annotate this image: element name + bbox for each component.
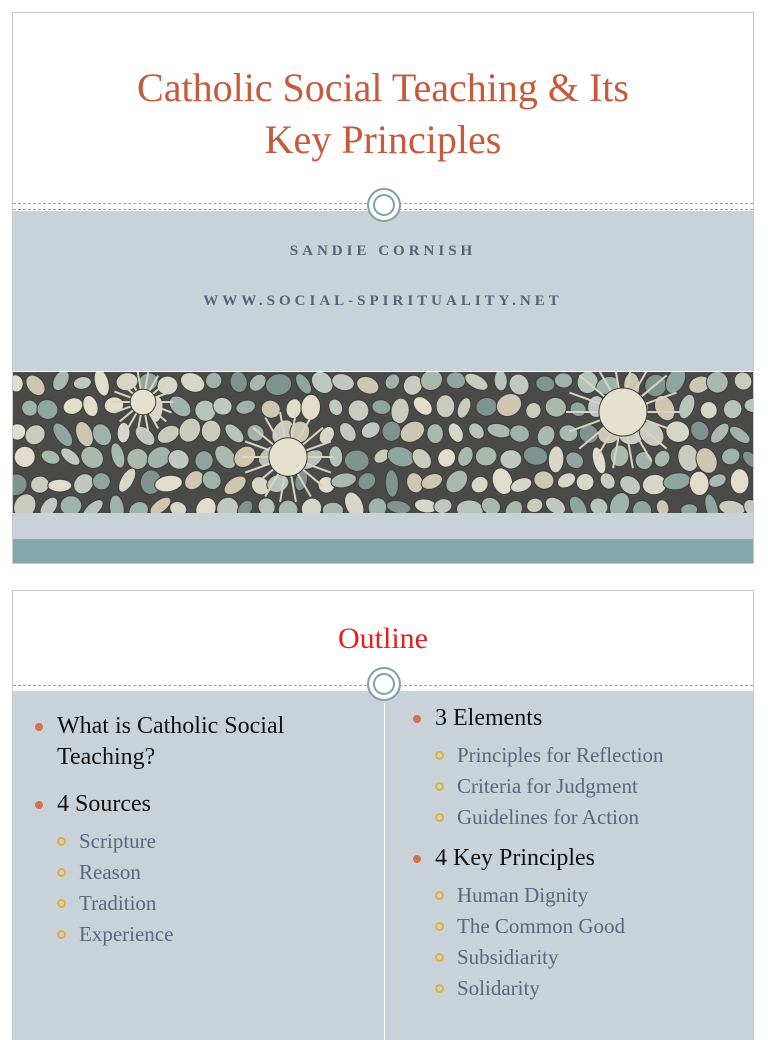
pebble-shape [703,372,732,397]
list-item [31,789,371,820]
pebble-shape [354,469,379,493]
pebble-shape [79,496,106,513]
pebble-shape [739,448,754,471]
sub-bullet-icon [435,891,444,900]
sub-bullet-icon [435,813,444,822]
sunburst-ray [128,413,137,428]
pebble-shape [341,489,368,513]
pebble-shape [524,400,544,420]
pebble-shape [322,502,343,513]
pebble-shape [34,397,60,422]
pebble-shape [126,498,152,513]
pebble-shape [502,497,526,513]
pebble-shape [493,372,508,391]
pebble-shape [61,395,85,417]
pebble-shape [263,372,294,398]
pebble-shape [326,397,345,418]
pebble-shape [445,420,466,444]
pebble-shape [201,420,221,443]
pebble-shape [36,494,61,513]
pebble-shape [508,423,531,444]
pebble-shape [455,396,474,420]
pebble-shape [390,397,411,425]
pebble-shape [525,496,545,513]
pebble-shape [680,503,698,513]
pebble-shape [221,472,250,498]
pebble-shape [455,444,476,468]
pebble-shape [13,373,25,393]
sub-list-item [31,826,371,857]
pebble-shape [558,423,580,443]
pebble-shape [534,374,556,394]
left-column [31,711,371,950]
sub-list-item [409,911,749,942]
pebble-shape [721,397,744,421]
sub-item-label: Subsidiarity [457,945,559,969]
pebble-shape [385,469,399,497]
pebble-shape [292,372,314,397]
pebble-shape [58,445,83,469]
title-area [13,13,753,205]
list-item [31,711,371,773]
pebble-shape [419,471,445,493]
pebble-shape [76,442,108,473]
pebble-shape [707,420,733,447]
pebble-shape [509,475,534,495]
pebble-shape [103,396,125,415]
pebble-shape [462,372,491,394]
pebble-shape [410,393,436,419]
pebble-shape [730,468,749,494]
sub-bullet-icon [435,922,444,931]
pebble-shape [89,420,116,449]
pebble-shape [358,418,383,441]
pebble-shape [489,465,516,497]
list-item [409,843,749,874]
sub-item-label: Reason [79,860,141,884]
pebble-shape [676,392,698,421]
list-item [409,703,749,734]
pebble-shape [330,372,357,393]
pebble-shape [717,498,746,513]
pebble-shape [542,494,568,513]
sub-bullet-icon [57,930,66,939]
sub-item-label: The Common Good [457,914,625,938]
pebble-shape [49,420,77,450]
sub-list-item [409,942,749,973]
bullet-icon [35,801,43,809]
sub-item-label: Guidelines for Action [457,805,639,829]
pebble-shape [568,400,588,419]
pebble-shape [543,395,569,420]
pebble-shape [727,423,754,447]
pebble-shape [719,445,742,467]
pebble-shape [432,497,453,513]
pebble-shape [30,476,50,494]
pebble-shape [202,372,224,392]
pebble-shape [441,466,472,497]
pebble-shape [590,446,609,476]
pebble-shape [336,419,360,444]
pebble-shape [255,495,278,513]
pebble-shape [49,372,72,394]
title-line-2: Key Principles [264,117,502,162]
sub-bullet-icon [435,782,444,791]
subtitle-band [13,211,753,371]
pebble-shape [284,397,303,419]
pebble-shape [563,449,587,472]
sub-item-label: Solidarity [457,976,540,1000]
pebble-shape [610,445,630,468]
pebble-shape [343,449,370,473]
ring-ornament-icon [367,667,401,701]
spacer [31,779,371,789]
sub-list-item [409,880,749,911]
pebble-shape [385,499,411,513]
sub-bullet-icon [57,868,66,877]
pebble-shape [417,372,446,394]
outline-title: Outline [338,622,428,655]
bullet-icon [413,855,421,863]
pebble-shape [234,398,257,416]
sub-list-item [409,802,749,833]
sub-item-label: Scripture [79,829,156,853]
pebble-shape [474,445,499,468]
pebble-shape [80,393,101,418]
website-link: WWW.SOCIAL-SPIRITUALITY.NET [203,293,563,309]
pebble-mosaic-image [13,372,753,513]
item-label: 4 Sources [57,791,151,817]
pebble-shape [198,467,225,494]
pebble-shape [354,373,382,397]
item-label: 4 Key Principles [435,845,595,871]
spacer [409,833,749,843]
pebble-shape [92,472,110,490]
sub-item-label: Experience [79,922,174,946]
pebble-shape [698,400,719,421]
pebble-shape [486,421,513,440]
pebble-shape [13,445,37,469]
teal-footer-bar [13,539,753,564]
sub-bullet-icon [57,899,66,908]
pebble-shape [744,398,754,413]
pebble-shape [456,499,484,513]
sub-item-label: Principles for Reflection [457,743,664,767]
item-label: 3 Elements [435,705,543,731]
pebble-shape [566,493,591,513]
pebble-shape [194,450,214,471]
pebble-shape [702,493,721,513]
pebble-shape [371,398,392,415]
sunburst-center [269,438,307,476]
sub-list-item [31,888,371,919]
pebble-shape [221,420,247,446]
pebble-shape [39,447,62,466]
sub-item-label: Tradition [79,891,157,915]
pebble-shape [300,394,321,421]
pebble-shape [688,470,710,496]
item-label: Teaching? [57,744,156,770]
sub-item-label: Human Dignity [457,883,589,907]
pebble-shape [651,447,673,470]
sub-list-item [409,740,749,771]
pebble-shape [576,473,595,492]
pebble-shape [632,448,656,472]
pebble-shape [108,494,126,513]
pebble-shape [91,372,112,398]
pebble-shape [707,471,729,489]
author-name: SANDIE CORNISH [289,243,477,259]
sunburst-center [130,389,156,415]
pebble-shape [534,423,558,449]
bullet-icon [35,723,43,731]
pebble-shape [72,375,92,391]
pebble-shape [655,498,671,513]
pebble-shape [258,397,283,421]
pebble-shape [346,398,370,423]
item-label: What is Catholic Social [57,713,285,739]
pebble-shape [22,372,49,399]
pebble-shape [177,372,207,396]
pebble-shape [165,392,195,421]
pebble-shape [662,471,692,492]
pebble-shape [436,394,455,418]
pebble-shape [408,445,435,473]
pebble-shape [475,396,499,417]
pebble-shape [228,372,249,394]
pebble-shape [59,495,83,513]
sunburst-ray [120,410,133,421]
ring-ornament-icon [367,188,401,222]
pebble-shape [48,479,72,492]
pebble-shape [468,473,492,496]
title-line-1: Catholic Social Teaching & Its [137,65,629,110]
sub-bullet-icon [435,751,444,760]
outline-slide [12,590,754,1040]
pebble-shape [382,372,403,392]
pebble-shape [427,423,444,443]
pebble-shape [555,470,579,491]
pebble-shape [731,372,754,393]
pebble-shape [192,494,220,513]
pebble-shape [434,445,459,470]
pebble-shape [465,420,487,442]
lower-band [13,513,753,539]
sunburst-ray [306,441,331,450]
pebble-shape [132,423,159,450]
pebble-shape [554,372,573,389]
slide-title [137,52,629,166]
pebble-shape [630,499,653,513]
pebble-shape [115,465,139,494]
bullet-icon [413,715,421,723]
right-column [409,703,749,1004]
pebble-shape [548,445,565,473]
sunburst-center [599,388,647,436]
column-divider [384,703,385,1040]
pebble-shape [586,494,611,513]
pebble-shape [687,417,713,444]
title-slide [12,12,754,564]
sub-bullet-icon [57,837,66,846]
sub-list-item [31,857,371,888]
sub-item-label: Criteria for Judgment [457,774,638,798]
pebble-shape [21,421,49,449]
pebble-shape [108,441,127,469]
pebble-shape [154,422,182,447]
pebble-shape [499,449,522,470]
sub-list-item [409,771,749,802]
sub-bullet-icon [435,953,444,962]
pebble-shape [445,372,467,390]
pebble-shape [663,418,692,445]
pebble-shape [522,444,549,467]
pebble-shape [297,494,325,513]
sub-list-item [31,919,371,950]
sub-list-item [409,973,749,1004]
sub-bullet-icon [435,984,444,993]
pebble-shape [366,495,390,513]
